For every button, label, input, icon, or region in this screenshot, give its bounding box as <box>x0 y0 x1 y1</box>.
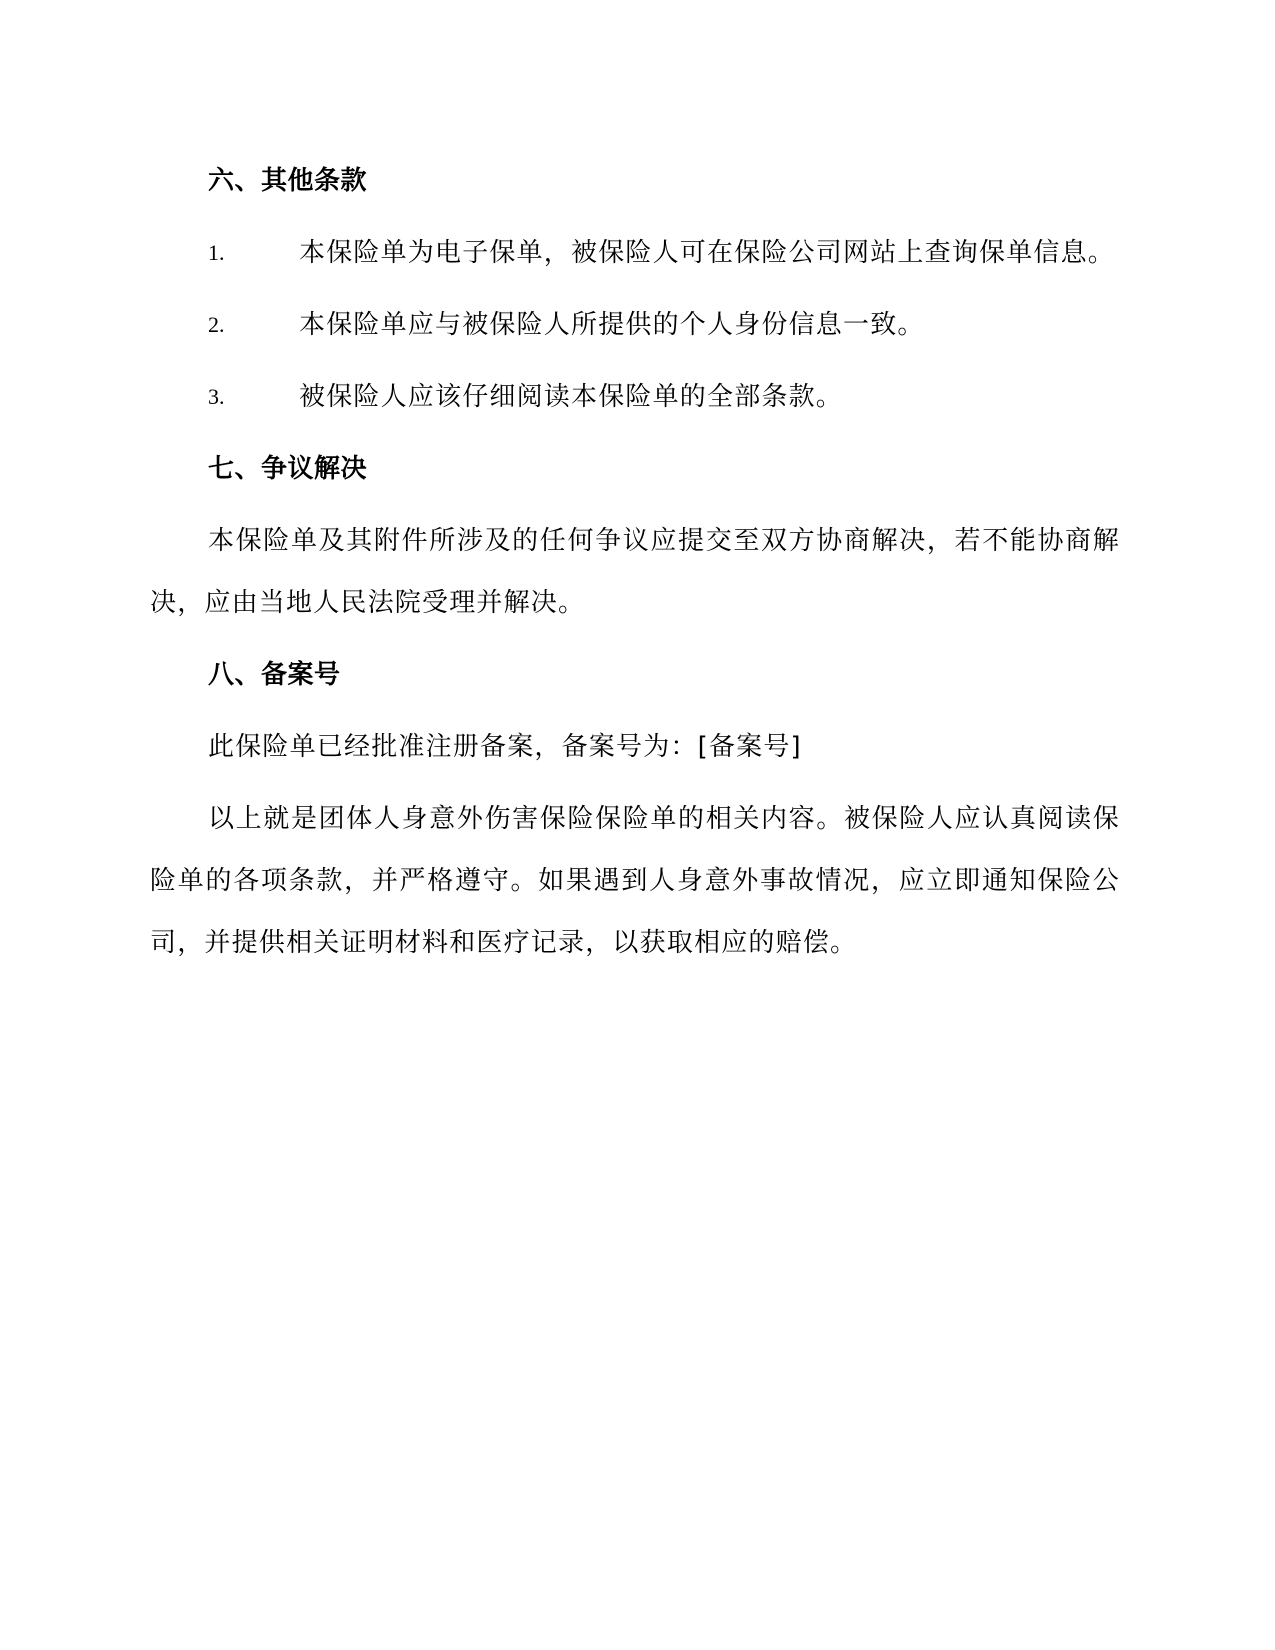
list-item-text: 本保险单为电子保单，被保险人可在保险公司网站上查询保单信息。 <box>299 238 1116 268</box>
list-item-number: 2. <box>208 312 225 337</box>
document-body <box>150 150 1120 984</box>
list-item-number: 1. <box>208 240 225 265</box>
list-item <box>150 366 1120 438</box>
filing-number-paragraph: 此保险单已经批准注册备案，备案号为：[备案号] <box>208 732 802 762</box>
list-item <box>150 294 1120 366</box>
list-item-number: 3. <box>208 384 225 409</box>
list-item <box>150 222 1120 284</box>
list-item-text: 被保险人应该仔细阅读本保险单的全部条款。 <box>299 382 844 412</box>
section-heading-other-terms: 六、其他条款 <box>208 166 368 196</box>
section-heading-filing-number: 八、备案号 <box>208 660 341 690</box>
section-heading-dispute-resolution: 七、争议解决 <box>208 454 368 484</box>
dispute-resolution-paragraph: 本保险单及其附件所涉及的任何争议应提交至双方协商解决，若不能协商解决，应由当地人民法院受理并解决。 <box>150 526 1120 618</box>
list-item-text: 本保险单应与被保险人所提供的个人身份信息一致。 <box>299 310 925 340</box>
closing-paragraph: 以上就是团体人身意外伤害保险保险单的相关内容。被保险人应认真阅读保险单的各项条款，并严格遵守。如果遇到人身意外事故情况，应立即通知保险公司，并提供相关证明材料和医疗记录，以获取相应的赔偿。 <box>150 804 1120 958</box>
